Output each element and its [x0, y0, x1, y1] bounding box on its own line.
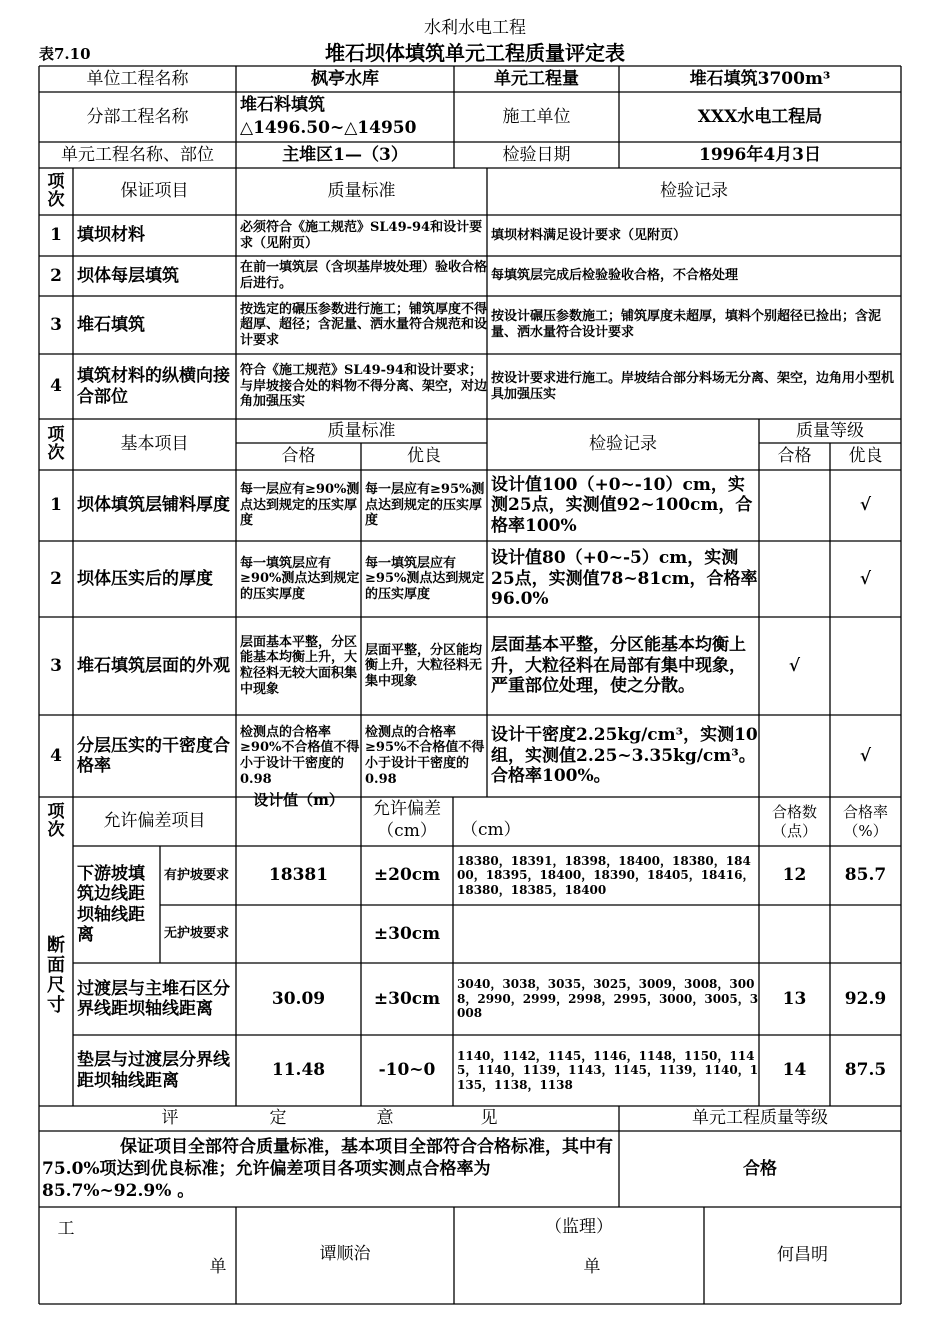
contractor-label: 施工单位: [502, 106, 571, 127]
table-number: 表7.10: [39, 45, 91, 63]
sign-right-char: 单: [583, 1256, 601, 1277]
grade-label: 单元工程质量等级: [692, 1108, 828, 1129]
guarantee-col-item: 保证项目: [120, 181, 189, 202]
guarantee-row-4-standard: 符合《施工规范》SL49-94和设计要求；与岸坡接合处的料物不得分离、架空，对边角加强压实: [240, 363, 487, 410]
contractor-value: XXX水电工程局: [697, 106, 823, 127]
basic-row-3-record: 层面基本平整，分区能基本均衡上升，大粒径料在局部有集中现象，严重部位处理，使之分散。: [491, 635, 746, 697]
deviation-subgroup-label: 下游坡填筑边线距坝轴线距离: [77, 863, 145, 945]
basic-row-4-record: 设计干密度2.25kg/cm³，实测10组，实测值2.25~3.35kg/cm³。合格率100%。: [491, 725, 758, 787]
deviation-row-2-design: [236, 905, 361, 963]
guarantee-row-1-no: 1: [50, 225, 62, 246]
opinion-label-char-3: 意: [376, 1108, 394, 1129]
unit-project-label: 单位工程名称: [86, 68, 189, 89]
basic-row-3-no: 3: [50, 655, 62, 676]
unit-quantity-value: 堆石填筑3700m³: [689, 68, 831, 89]
deviation-col-count-2: （点）: [771, 822, 817, 840]
top-title: 水利水电工程: [424, 17, 526, 38]
deviation-col-item: 允许偏差项目: [103, 811, 206, 832]
deviation-row-1-item: 有护坡要求: [164, 867, 230, 883]
deviation-row-3-count: 13: [782, 988, 807, 1009]
basic-row-2-grade-excellent: √: [859, 568, 872, 589]
basic-row-4-grade-excellent: √: [859, 745, 872, 766]
basic-row-3-item: 堆石填筑层面的外观: [77, 655, 230, 676]
sign-right-name: 何昌明: [777, 1244, 828, 1265]
guarantee-row-2-record: 每填筑层完成后检验验收合格，不合格处理: [491, 268, 739, 284]
unit-name-label: 单元工程名称、部位: [61, 144, 214, 165]
deviation-row-2-measured: [453, 905, 759, 963]
sub-project-label: 分部工程名称: [86, 106, 189, 127]
deviation-row-2-rate: [830, 905, 901, 963]
basic-row-2-record: 设计值80（+0~-5）cm，实测25点，实测值78~81cm，合格率96.0%: [491, 548, 758, 610]
opinion-label-char-1: 评: [161, 1108, 179, 1129]
guarantee-row-2-standard: 在前一填筑层（含坝基岸坡处理）验收合格后进行。: [240, 260, 487, 291]
guarantee-row-4-record: 按设计要求进行施工。岸坡结合部分料场无分离、架空，边角用小型机具加强压实: [491, 370, 895, 402]
deviation-group-label: 断面尺寸: [47, 935, 65, 1016]
deviation-row-3-design: 30.09: [271, 988, 326, 1009]
basic-row-4-excellent: 检测点的合格率≥95%不合格值不得小于设计干密度的0.98: [365, 724, 485, 787]
deviation-row-3-rate: 92.9: [844, 988, 887, 1009]
deviation-row-4-measured: 1140，1142，1145，1146，1148，1150，1145，1140，1139，1143，1145，1139，1140，1135，1138，1138: [457, 1048, 759, 1092]
opinion-label-char-2: 定: [269, 1108, 287, 1129]
basic-row-1-item: 坝体填筑层铺料厚度: [77, 495, 230, 516]
unit-project-value: 枫亭水库: [311, 68, 379, 89]
deviation-row-1-tolerance: ±20cm: [373, 865, 441, 886]
sign-left-name: 谭顺治: [319, 1243, 371, 1264]
deviation-row-1-measured: 18380，18391，18398，18400，18380，18400，18395，18400，18390，18405，18416，18380，18385，18400: [457, 853, 755, 897]
guarantee-row-3-record: 按设计碾压参数施工；铺筑厚度未超厚，填料个别超径已捡出；含泥量、洒水量符合设计要求: [491, 309, 882, 340]
basic-row-2-excellent: 每一填筑层应有≥95%测点达到规定的压实厚度: [365, 555, 485, 602]
basic-col-pass: 合格: [281, 446, 316, 467]
deviation-col-measured: （cm）: [461, 819, 521, 840]
deviation-row-3-item: 过渡层与主堆石区分界线距坝轴线距离: [77, 978, 230, 1019]
deviation-col-rate-1: 合格率: [842, 803, 888, 821]
deviation-row-2-tolerance: ±30cm: [373, 923, 441, 944]
basic-col-record: 检验记录: [589, 434, 657, 455]
basic-col-item: 基本项目: [120, 434, 189, 455]
basic-row-1-record: 设计值100（+0~-10）cm，实测25点，实测值92~100cm，合格率100%: [491, 474, 753, 536]
deviation-col-no: 项次: [47, 801, 65, 840]
basic-row-4-item: 分层压实的干密度合格率: [77, 735, 230, 776]
basic-col-standard: 质量标准: [327, 420, 396, 441]
unit-quantity-label: 单元工程量: [494, 68, 579, 89]
basic-row-3-pass: 层面基本平整，分区能基本均衡上升，大粒径料无较大面积集中现象: [240, 634, 358, 697]
guarantee-row-4-no: 4: [50, 376, 62, 397]
guarantee-row-3-no: 3: [50, 314, 62, 335]
guarantee-col-no: 项次: [47, 171, 65, 210]
guarantee-row-3-standard: 按选定的碾压参数进行施工；铺筑厚度不得超厚、超径；含泥量、洒水量符合规范和设计要求: [240, 301, 487, 348]
deviation-row-1-design: 18381: [268, 865, 329, 886]
sub-project-value-1: 堆石料填筑: [240, 95, 325, 116]
guarantee-col-standard: 质量标准: [327, 181, 396, 202]
guarantee-row-4-item: 填筑材料的纵横向接合部位: [77, 366, 230, 407]
basic-row-1-grade-pass: [759, 470, 830, 541]
deviation-row-2-item: 无护坡要求: [164, 926, 230, 942]
opinion-label-char-4: 见: [480, 1108, 498, 1129]
basic-row-4-no: 4: [50, 745, 62, 766]
deviation-row-3-tolerance: ±30cm: [373, 988, 441, 1009]
deviation-col-design: 设计值（m）: [253, 791, 344, 809]
basic-col-no: 项次: [47, 424, 65, 463]
deviation-row-4-item: 垫层与过渡层分界线距坝轴线距离: [77, 1050, 230, 1091]
deviation-row-2-count: [759, 905, 830, 963]
page-title: 堆石坝体填筑单元工程质量评定表: [325, 41, 625, 65]
deviation-col-tolerance-1: 允许偏差: [373, 798, 441, 819]
basic-row-3-excellent: 层面平整，分区能均衡上升，大粒径料无集中现象: [365, 642, 483, 689]
basic-row-3-grade-excellent: [830, 617, 901, 715]
basic-row-1-excellent: 每一层应有≥95%测点达到规定的压实厚度: [365, 482, 485, 529]
basic-row-2-pass: 每一填筑层应有≥90%测点达到规定的压实厚度: [240, 555, 360, 602]
guarantee-col-record: 检验记录: [660, 181, 728, 202]
basic-col-grade-excellent: 优良: [848, 446, 883, 467]
sub-project-value-2: △1496.50~△14950: [240, 118, 417, 139]
deviation-row-1-rate: 85.7: [844, 865, 887, 886]
guarantee-row-2-no: 2: [50, 265, 62, 286]
opinion-text: 保证项目全部符合质量标准，基本项目全部符合合格标准，其中有75.0%项达到优良标准；允许偏差项目各项实测点合格率为85.7%~92.9% 。: [42, 1136, 613, 1202]
guarantee-row-2-item: 坝体每层填筑: [77, 265, 179, 286]
basic-row-1-no: 1: [50, 495, 62, 516]
basic-row-1-pass: 每一层应有≥90%测点达到规定的压实厚度: [240, 482, 360, 529]
basic-row-4-grade-pass: [759, 715, 830, 797]
deviation-col-tolerance-2: （cm）: [377, 820, 437, 841]
basic-row-2-grade-pass: [759, 541, 830, 617]
guarantee-row-1-item: 填坝材料: [77, 225, 145, 246]
deviation-row-3-measured: 3040，3038，3035，3025，3009，3008，3008，2990，2999，2998，2995，3000，3005，3008: [457, 977, 759, 1021]
sign-right-label: （监理）: [545, 1216, 613, 1237]
deviation-row-4-tolerance: -10~0: [378, 1060, 436, 1081]
deviation-row-1-count: 12: [782, 865, 807, 886]
guarantee-row-1-standard: 必须符合《施工规范》SL49-94和设计要求（见附页）: [240, 219, 483, 251]
deviation-col-count-1: 合格数: [771, 803, 817, 821]
deviation-row-4-count: 14: [782, 1060, 807, 1081]
deviation-col-rate-2: （%）: [843, 822, 888, 840]
basic-row-2-no: 2: [50, 568, 62, 589]
deviation-row-4-rate: 87.5: [844, 1060, 887, 1081]
basic-row-1-grade-excellent: √: [859, 495, 872, 516]
guarantee-row-3-item: 堆石填筑: [77, 314, 145, 335]
deviation-row-4-design: 11.48: [271, 1060, 326, 1081]
unit-name-value: 主堆区1—（3）: [282, 144, 408, 165]
basic-row-3-grade-pass: √: [788, 655, 801, 676]
inspect-date-label: 检验日期: [502, 144, 571, 165]
basic-col-excellent: 优良: [407, 446, 441, 467]
basic-col-grade: 质量等级: [796, 420, 864, 441]
grade-value: 合格: [743, 1158, 777, 1179]
basic-col-grade-pass: 合格: [777, 446, 812, 467]
basic-row-2-item: 坝体压实后的厚度: [77, 568, 213, 589]
basic-row-4-pass: 检测点的合格率≥90%不合格值不得小于设计干密度的0.98: [240, 724, 360, 787]
inspect-date-value: 1996年4月3日: [699, 144, 821, 165]
sign-left-char-1: 工: [57, 1218, 75, 1239]
sign-left-char-2: 单: [209, 1256, 227, 1277]
guarantee-row-1-record: 填坝材料满足设计要求（见附页）: [491, 227, 687, 243]
